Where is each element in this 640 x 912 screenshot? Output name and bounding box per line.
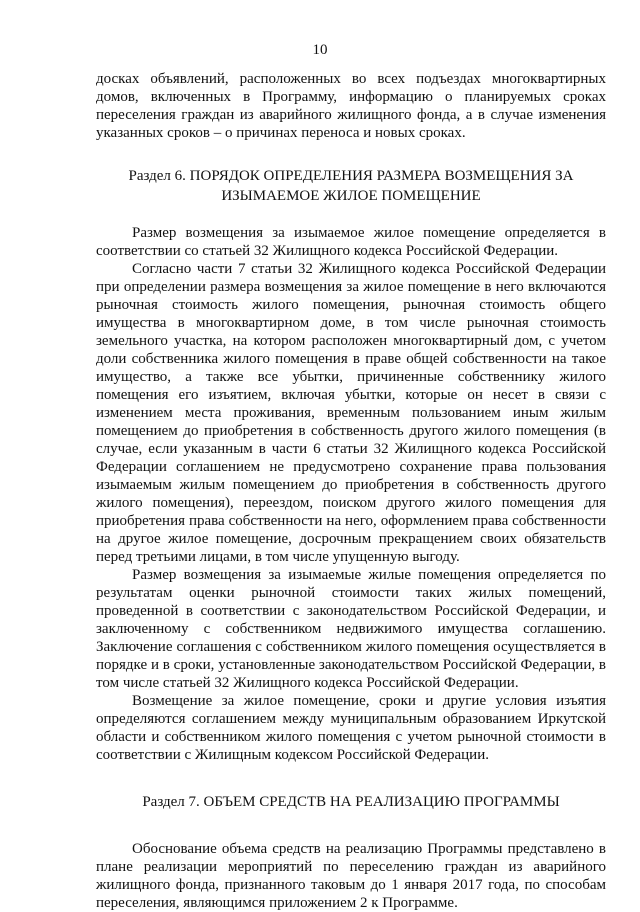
page-number: 10 <box>312 42 328 58</box>
document-body <box>96 70 606 912</box>
section-7-paragraph-1: Обоснование объема средств на реализацию Программы представлено в плане реализации мероприятий по переселению граждан из аварийного жилищного фонда, признанного таковым до 1 января 2017 года, по способам переселения, являющимся приложением 2 к Программе. <box>96 841 606 911</box>
spacer <box>96 142 606 166</box>
spacer <box>96 812 606 840</box>
section-6-paragraph-2: Согласно части 7 статьи 32 Жилищного кодекса Российской Федерации при определении размера возмещения за жилое помещение в него включаются рыночная стоимость жилого помещения, рыночная стоимость общего имущества в многоквартирном доме, в том числе рыночная стоимость земельного участка, на котором расположен многоквартирный дом, с учетом доли собственника жилого помещения в праве общей собственности на такое имущество, а также все убытки, причиненные собственнику жилого помещения его изъятием, включая убытки, которые он несет в связи с изменением места проживания, временным пользованием иным жилым помещением до приобретения в собственность другого жилого помещения (в случае, если указанным в части 6 статьи 32 Жилищного кодекса Российской Федерации соглашением не предусмотрено сохранение права пользования изымаемым жилым помещением до приобретения в собственность другого жилого помещения), переездом, поиском другого жилого помещения для приобретения права собственности на него, оформлением права собственности на другое жилое помещение, досрочным прекращением своих обязательств перед третьими лицами, в том числе упущенную выгоду. <box>96 261 606 565</box>
section-6-paragraph-4: Возмещение за жилое помещение, сроки и другие условия изъятия определяются соглашением между муниципальным образованием Иркутской области и собственником жилого помещения с учетом рыночной стоимости в соответствии с Жилищным кодексом Российской Федерации. <box>96 693 606 763</box>
section-6-heading-line-2: ИЗЫМАЕМОЕ ЖИЛОЕ ПОМЕЩЕНИЕ <box>221 188 481 204</box>
section-7 <box>96 792 606 912</box>
spacer <box>96 206 606 224</box>
section-6-heading-line-1: Раздел 6. ПОРЯДОК ОПРЕДЕЛЕНИЯ РАЗМЕРА ВОЗМЕЩЕНИЯ ЗА <box>128 168 574 184</box>
section-7-heading: Раздел 7. ОБЪЕМ СРЕДСТВ НА РЕАЛИЗАЦИЮ ПРОГРАММЫ <box>142 794 560 810</box>
section-6 <box>96 166 606 764</box>
section-6-paragraph-1: Размер возмещения за изымаемое жилое помещение определяется в соответствии со статьей 32 Жилищного кодекса Российской Федерации. <box>96 225 606 259</box>
intro-paragraph: досках объявлений, расположенных во всех подъездах многоквартирных домов, включенных в Программу, информацию о планируемых сроках переселения граждан из аварийного жилищного фонда, а в случае изменения указанных сроков – о причинах переноса и новых сроках. <box>96 71 606 141</box>
spacer <box>96 764 606 792</box>
section-6-paragraph-3: Размер возмещения за изымаемые жилые помещения определяется по результатам оценки рыночной стоимости таких жилых помещений, проведенной в соответствии с законодательством Российской Федерации, и заключенному с собственником недвижимого имущества соглашению. Заключение соглашения с собственником жилого помещения осуществляется в порядке и в сроки, установленные законодательством Российской Федерации, в том числе статьей 32 Жилищного кодекса Российской Федерации. <box>96 567 606 691</box>
